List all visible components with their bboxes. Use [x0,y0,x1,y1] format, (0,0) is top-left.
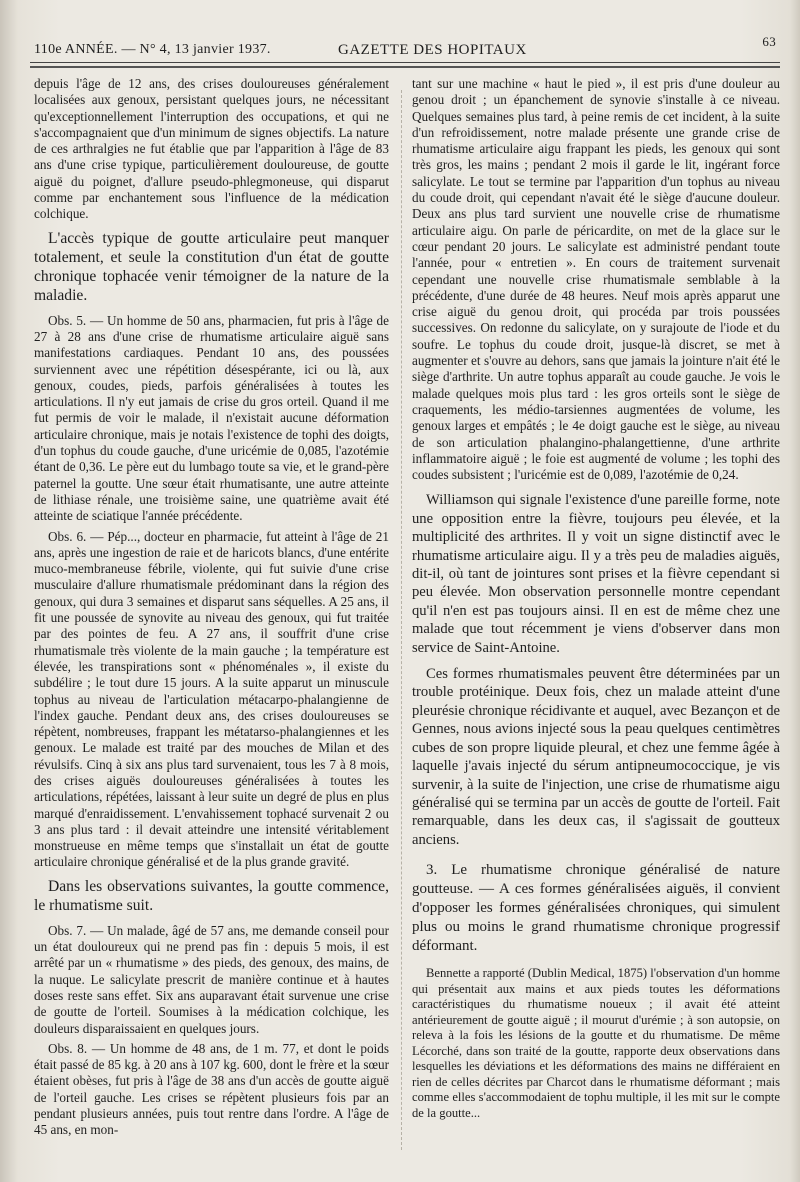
observation-6: Obs. 6. — Pép..., docteur en pharmacie, fut atteint à l'âge de 21 ans, après une ingestion de raie et de haricots blancs, d'une entérite muco-membraneuse fébrile, violente, qui fut suivie d'une crise musculaire d'allure rhumatismale prédominant dans la région des genoux, qui dura 3 semaines et disparut sans séquelles. A 25 ans, il fit une poussée de synovite au niveau des genoux, qui fut traitée par des pointes de feu. A 27 ans, il souffrit d'une crise rhumatismale très violente de la main gauche ; la température est élevée, les transpirations sont « phénoménales », il existe du subdélire ; le tout dure 15 jours. A la suite apparut un minuscule tophus au niveau de l'articulation métacarpo-phalangienne de l'index gauche. Pendant deux ans, des crises douloureuses se répètent, nombreuses, frappant les métatarso-phalangiennes et les genoux. Le malade est traité par des mouches de Milan et des révulsifs. Cinq à six ans plus tard survenaient, tous les 7 à 8 mois, des crises aiguës douloureuses généralisées à toutes les articulations, répétées, laissant à leur suite un degré de plus en plus marqué d'enraidissement. L'envahissement tophacé survenait 2 ou 3 ans plus tard : il devait atteindre une intensité véritablement monstrueuse en même temps que s'installait un état de goutte articulaire chronique généralisé et de la plus grande gravité. [34,528,389,870]
paragraph: Bennette a rapporté (Dublin Medical, 1875) l'observation d'un homme qui présentait aux mains et aux pieds toutes les déformations caractéristiques du rhumatisme noueux ; il avait été atteint antérieurement de goutte aiguë ; il mourut d'urémie ; à son autopsie, on releva à la fois les lésions de la goutte et du rhumatisme. De même Lécorché, dans son traité de la goutte, rapporte deux observations dans lesquelles les déviations et les déformations des mains ne différaient en rien de celles décrites par Charcot dans le rhumatisme déformant ; mais comme elles s'accommodaient de tophu multiple, il les mit sur le compte de la goutte... [412,966,780,1120]
transition-paragraph: Dans les observations suivantes, la goutte commence, le rhumatisme suit. [34,877,389,914]
observation-7: Obs. 7. — Un malade, âgé de 57 ans, me demande conseil pour un état douloureux qui ne prend pas fin : depuis 5 mois, il est arrêté par un « rhumatisme » des pieds, des genoux, des mains, de la nuque. Le salicylate prescrit de manière continue et à hautes doses reste sans effet. Six ans auparavant était survenue une crise de goutte de l'orteil. Soumises à la médication colchique, les douleurs disparaissaient en quelques jours. [34,922,389,1036]
header-rule [30,66,780,68]
issue-line: 110e ANNÉE. — N° 4, 13 janvier 1937. [34,42,271,57]
right-column [412,76,780,1125]
paragraph: depuis l'âge de 12 ans, des crises douloureuses généralement localisées aux genoux, persistant quelques jours, ne nécessitant qu'exceptionnellement l'interruption des occupations, et qui ne s'accompagnaient que d'un minimum de signes objectifs. La nature de ces arthralgies ne fut établie que par l'apparition à l'âge de 83 ans d'une crise typique, particulièrement douloureuse, de goutte aiguë du poignet, d'allure pseudo-phlegmoneuse, qui disparut comme par enchantement sous l'influence de la médication colchique. [34,76,389,222]
left-column [34,76,389,1143]
section-heading-paragraph: 3. Le rhumatisme chronique généralisé de nature goutteuse. — A ces formes généralisées aiguës, il convient d'opposer les formes généralisées chroniques, qui simulent plus ou moins le grand rhumatisme chronique progressif déformant. [412,862,780,955]
observation-8: Obs. 8. — Un homme de 48 ans, de 1 m. 77, et dont le poids était passé de 85 kg. à 20 ans à 107 kg. 600, dont le frère et la sœur étaient obèses, fut pris à l'âge de 38 ans d'un accès de goutte aiguë de l'orteil gauche. Les crises se répètent plusieurs fois par an pendant plusieurs années, puis tout rentre dans l'ordre. A l'âge de 45 ans, en mon- [34,1040,389,1138]
column-divider [401,90,402,1150]
page-number: 63 [762,34,776,49]
observation-5: Obs. 5. — Un homme de 50 ans, pharmacien, fut pris à l'âge de 27 à 28 ans d'une crise de rhumatisme articulaire aiguë sans manifestations cardiaques. Pendant 10 ans, des poussées surviennent avec une répétition désespérante, ici ou là, aux genoux, coudes, pieds, parfois généralisées à toutes les articulations. Il n'y eut jamais de crise du gros orteil. Quand il me fut permis de voir le malade, il n'existait aucune déformation articulaire chronique, mais je notais l'existence de tophi des doigts, d'un tophus du coude gauche, d'une uricémie de 0,085, l'azotémie étant de 0,36. Le père eut du lumbago toute sa vie, et le grand-père paternel la goutte. Une sœur était rhumatisante, une autre atteinte de lithiase rénale, une troisième saine, une quatrième avait été atteinte de sciatique l'année précédente. [34,312,389,524]
journal-title: GAZETTE DES HOPITAUX [338,42,527,58]
paragraph: Williamson qui signale l'existence d'une pareille forme, note une opposition entre la fièvre, toujours peu élevée, et la multiplicité des arthrites. Il y voit un signe distinctif avec le rhumatisme articulaire aigu. Il y a très peu de maladies aiguës, dit-il, où tant de jointures sont prises et la fièvre cependant si peu élevée. Mon observation personnelle montre cependant qu'il n'en est pas toujours ainsi. Il en est de même chez une malade que tout récemment je viens d'observer dans mon service de Saint-Antoine. [412,492,780,656]
paragraph: Ces formes rhumatismales peuvent être déterminées par un trouble protéinique. Deux fois, chez un malade atteint d'une pleurésie chronique récidivante et auquel, avec Bezançon et de Gennes, nous avions injecté sous la peau quelques centimètres cubes de son propre liquide pleural, et chez une femme âgée à laquelle j'avais injecté du sérum antipneumococcique, je vis survenir, à la suite de l'injection, une crise de rhumatisme aigu généralisé qui se termina par un accès de goutte de l'orteil. Fait remarquable, dans les deux cas, il s'agissait de goutteux anciens. [412,666,780,848]
page-header [30,34,780,63]
lead-paragraph: L'accès typique de goutte articulaire peut manquer totalement, et seule la constitution d'un état de goutte chronique tophacée venir témoigner de la nature de la maladie. [34,229,389,304]
paragraph: tant sur une machine « haut le pied », il est pris d'une douleur au genou droit ; un épanchement de synovie s'installe à ce niveau. Quelques semaines plus tard, à peine remis de cet incident, à la suite d'un refroidissement, notre malade présente une grande crise de rhumatisme articulaire aigu frappant les pieds, les genoux qui sont très gros, les mains ; pendant 2 mois il garde le lit, ingérant force salicylate. Le tout se termine par l'apparition d'un tophus au niveau du coude droit, qui cependant n'avait été le siège d'aucune douleur. Deux ans plus tard survient une nouvelle crise de rhumatisme articulaire aigu. On parle de péricardite, on met de la glace sur le cœur pendant 20 jours. Le salicylate est administré pendant toute l'année, pour « entretien ». En cours de traitement survenait cependant une nouvelle crise rhumatismale semblable à la précédente, d'une durée de 48 heures. Neuf mois après apparut une crise aiguë du genou droit, qui procéda par trois poussées successives. On redonne du salicylate, on y surajoute de l'iode et du soufre. Le tophus du coude droit, jusque-là discret, se met à augmenter et s'ouvre au dehors, sans que jamais la jointure n'ait été le siège d'arthrite. Un autre tophus apparaît au coude gauche. Je vois le malade quelques mois plus tard : les gros orteils sont le siège de craquements, les médio-tarsiennes augmentées de volume, les genoux larges et empâtés ; le 4e doigt gauche est le siège, au niveau de son articulation phalangino-phalangettienne, d'une arthrite inflammatoire aiguë ; le foie est augmenté de volume ; les tophi des coudes subsistent ; l'uricémie est de 0,089, l'azotémie de 0,24. [412,76,780,483]
